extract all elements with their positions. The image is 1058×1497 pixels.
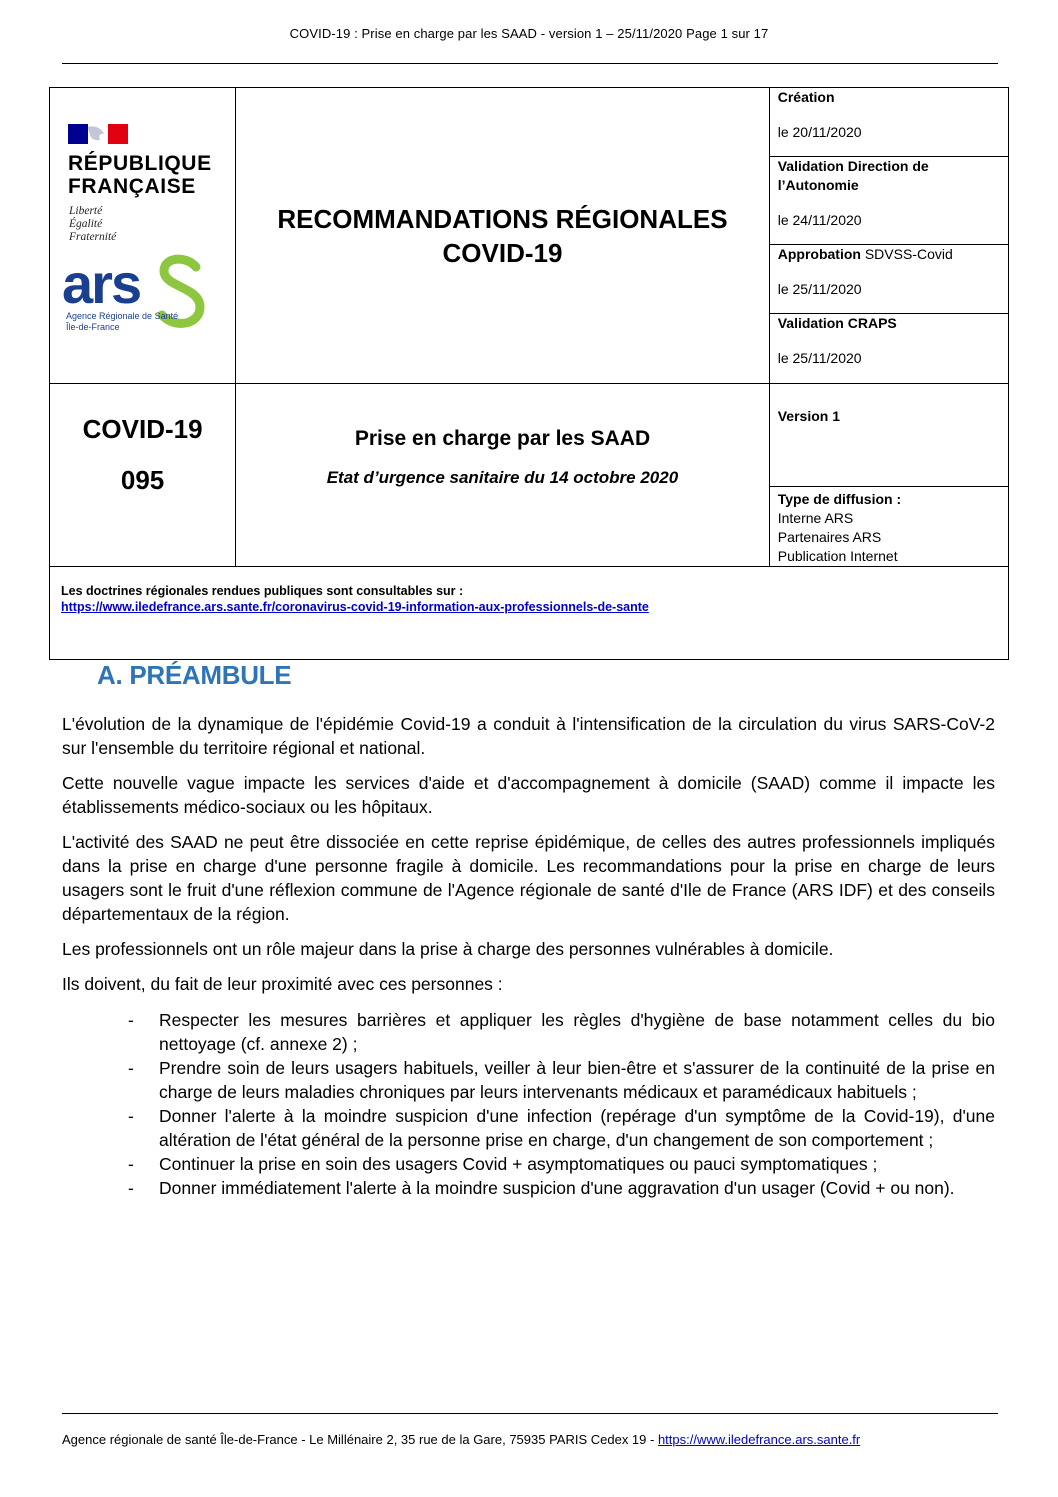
code-label: COVID-19	[82, 414, 203, 444]
doctrines-link[interactable]: https://www.iledefrance.ars.sante.fr/coronavirus-covid-19-information-aux-professionnels-de-sante	[61, 600, 649, 614]
footer-link[interactable]: https://www.iledefrance.ars.sante.fr	[657, 1432, 861, 1447]
code-number: 095	[120, 465, 165, 495]
meta-validation-direction: Validation Direction de l’Autonomie le 24/11/2020	[770, 157, 1008, 245]
diffusion-item: Partenaires ARS	[777, 529, 882, 545]
list-item: - Donner l'alerte à la moindre suspicion d'une infection (repérage d'un symptôme de la Covid-19), d'une altération de l'état général de la personne prise en charge, d'un changement de son comportement ;	[128, 1106, 995, 1150]
document-title: RECOMMANDATIONS RÉGIONALES COVID-19	[277, 203, 728, 268]
republic-motto: Liberté Égalité Fraternité	[69, 205, 117, 243]
footer-rule	[62, 1413, 998, 1414]
list-item: - Prendre soin de leurs usagers habituels, veiller à leur bien-être et s'assurer de la continuité de la prise en charge de leurs maladies chroniques par leurs intervenants médicaux et paramédicaux habituels ;	[128, 1058, 995, 1102]
obligations-list	[62, 1008, 995, 1200]
list-item: - Donner immédiatement l'alerte à la moindre suspicion d'une aggravation d'un usager (Covid + ou non).	[128, 1178, 955, 1198]
paragraph: Les professionnels ont un rôle majeur dans la prise à charge des personnes vulnérables à domicile.	[62, 939, 834, 959]
diffusion-item: Interne ARS	[777, 510, 854, 526]
document-cartouche	[49, 87, 1009, 660]
meta-creation: Création le 20/11/2020	[770, 88, 1008, 157]
subject-subtitle: Etat d’urgence sanitaire du 14 octobre 2020	[326, 468, 679, 487]
section-body	[62, 712, 995, 1200]
list-item: - Continuer la prise en soin des usagers Covid + asymptomatiques ou pauci symptomatiques ;	[128, 1154, 878, 1174]
paragraph: L'activité des SAAD ne peut être dissociée en cette reprise épidémique, de celles des autres professionnels impliqués dans la prise en charge d'une personne fragile à domicile. Les recommandations pour la prise en charge de leurs usagers sont le fruit d'une réflexion commune de l'Agence régionale de santé d'Ile de France (ARS IDF) et des conseils départementaux de la région.	[62, 832, 995, 924]
version-diffusion-cell	[769, 384, 1008, 567]
footer-address: Agence régionale de santé Île-de-France - Le Millénaire 2, 35 rue de la Gare, 75935 PARIS Cedex 19 -	[62, 1432, 658, 1447]
svg-text:Île-de-France: Île-de-France	[66, 322, 120, 332]
section-heading: A. PRÉAMBULE	[97, 660, 292, 690]
meta-approbation: Approbation SDVSS-Covid le 25/11/2020	[770, 245, 1008, 314]
marianne-icon	[80, 124, 110, 144]
diffusion-block: Type de diffusion : Interne ARS Partenaires ARS Publication Internet	[770, 487, 1008, 566]
subject-title: Prise en charge par les SAAD	[354, 427, 651, 450]
header-rule	[62, 63, 998, 64]
meta-validation-craps: Validation CRAPS le 25/11/2020	[777, 315, 897, 366]
subject-cell	[236, 384, 770, 567]
paragraph: Ils doivent, du fait de leur proximité avec ces personnes :	[62, 974, 503, 994]
ars-logo	[60, 253, 210, 338]
version-block: Version 1	[770, 408, 1008, 487]
republique-francaise-wordmark: RÉPUBLIQUE FRANÇAISE	[68, 152, 212, 198]
paragraph: Cette nouvelle vague impacte les services d'aide et d'accompagnement à domicile (SAAD) comme il impacte les établissements médico-sociaux ou les hôpitaux.	[62, 773, 995, 817]
code-cell	[50, 384, 236, 567]
diffusion-item: Publication Internet	[777, 548, 898, 564]
logo-cell	[50, 88, 236, 384]
paragraph: L'évolution de la dynamique de l'épidémie Covid-19 a conduit à l'intensification de la circulation du virus SARS-CoV-2 sur l'ensemble du territoire régional et national.	[62, 714, 995, 758]
doctrines-intro: Les doctrines régionales rendues publiques sont consultables sur :	[61, 584, 464, 598]
doctrines-link-cell	[50, 567, 1009, 660]
list-item: - Respecter les mesures barrières et appliquer les règles d'hygiène de base notamment celles du bio nettoyage (cf. annexe 2) ;	[128, 1010, 995, 1054]
page-footer	[62, 1432, 860, 1447]
title-cell	[236, 88, 770, 384]
svg-text:Agence Régionale de Santé: Agence Régionale de Santé	[66, 311, 179, 321]
meta-cell	[769, 88, 1008, 384]
svg-text:ars: ars	[62, 253, 141, 315]
running-header: COVID-19 : Prise en charge par les SAAD - version 1 – 25/11/2020 Page 1 sur 17	[289, 26, 769, 41]
